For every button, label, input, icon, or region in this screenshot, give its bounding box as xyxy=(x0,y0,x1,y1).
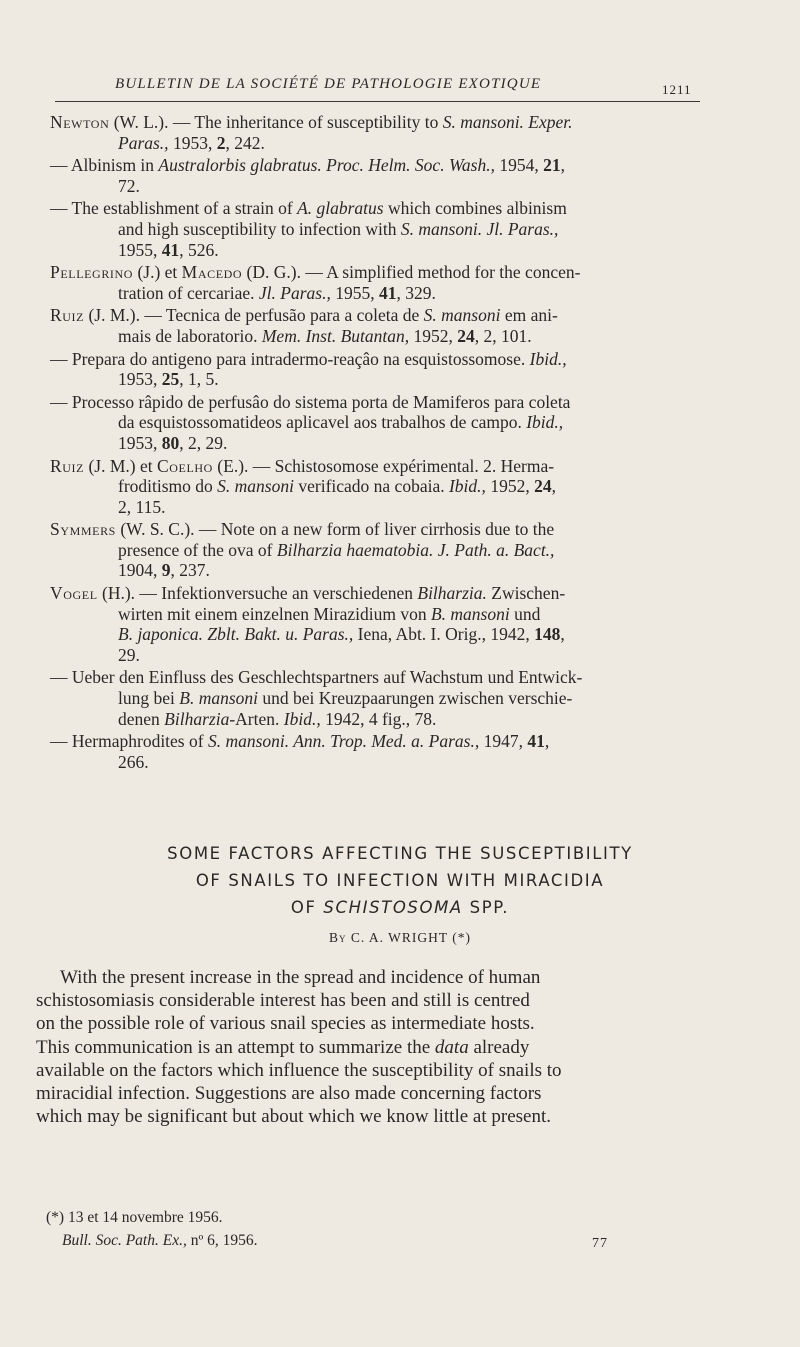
text-run: 1952, xyxy=(409,325,458,346)
reference-line xyxy=(50,176,702,197)
text-run: presence of the ova of xyxy=(118,539,277,560)
text-run: (E.). — Schistosomose expérimental. 2. Herma- xyxy=(212,455,555,476)
reference-line xyxy=(50,731,702,752)
reference-entry xyxy=(50,519,702,581)
text-run: B. mansoni xyxy=(430,603,510,624)
body-line xyxy=(36,1059,704,1082)
reference-line xyxy=(50,583,702,604)
text-run: -Arten. xyxy=(229,708,284,729)
text-run: Bilharzia. xyxy=(417,583,487,604)
text-run: , xyxy=(560,155,565,176)
reference-line xyxy=(50,349,702,370)
reference-entry xyxy=(50,667,702,729)
text-run: , xyxy=(560,624,565,645)
text-run: em ani- xyxy=(500,305,558,326)
reference-line xyxy=(50,240,702,261)
reference-line xyxy=(50,433,702,454)
article-title xyxy=(60,840,740,921)
title-line xyxy=(60,894,740,921)
text-run: da esquistossomatideos aplicavel aos trabalhos de campo. xyxy=(118,412,527,433)
text-run: , 329. xyxy=(396,282,436,303)
text-run: 25 xyxy=(161,369,180,390)
reference-line xyxy=(50,219,702,240)
reference-line xyxy=(50,667,702,688)
reference-entry xyxy=(50,112,702,153)
text-run: Paras., xyxy=(118,132,169,153)
article-byline: By C. A. WRIGHT (*) xyxy=(328,930,471,945)
text-run: Ibid., xyxy=(448,476,486,497)
text-run: data xyxy=(434,1036,469,1058)
text-run: SOME FACTORS AFFECTING THE SUSCEPTIBILITY xyxy=(167,844,633,863)
text-run: Iena, Abt. I. Orig., 1942, xyxy=(353,624,535,645)
reference-line xyxy=(50,476,702,497)
text-run: which combines albinism xyxy=(383,198,567,219)
author-name: Coelho xyxy=(156,455,213,476)
reference-entry xyxy=(50,456,702,518)
text-run: 1953, xyxy=(118,432,162,453)
text-run: , 1, 5. xyxy=(179,369,219,390)
text-run: (H.). — Infektionversuche an verschiedenen xyxy=(97,583,418,604)
text-run: This communication is an attempt to summarize the xyxy=(36,1036,435,1058)
text-run: OF xyxy=(290,898,324,917)
reference-entry xyxy=(50,392,702,454)
text-run: and high susceptibility to infection with xyxy=(118,218,401,239)
text-run: miracidial infection. Suggestions are also made concerning factors xyxy=(36,1083,542,1105)
text-run: S. mansoni xyxy=(423,305,501,326)
author-name: Macedo xyxy=(181,262,243,283)
text-run: Bull. Soc. Path. Ex., xyxy=(62,1232,187,1249)
text-run: 1953, xyxy=(168,132,217,153)
text-run: (D. G.). — A simplified method for the concen- xyxy=(242,262,581,283)
reference-entry xyxy=(50,349,702,390)
text-run: , 2, 101. xyxy=(474,325,532,346)
text-run: OF SNAILS TO INFECTION WITH MIRACIDIA xyxy=(195,871,605,890)
text-run: 29. xyxy=(118,644,140,665)
author-name: Ruiz xyxy=(50,305,85,326)
text-run: 41 xyxy=(161,239,180,260)
article-body xyxy=(36,966,704,1128)
text-run: 148 xyxy=(534,624,561,645)
text-run: (W. L.). — The inheritance of susceptibility to xyxy=(109,112,443,132)
text-run: tration of cercariae. xyxy=(118,282,259,303)
footnote-line xyxy=(46,1229,606,1252)
reference-line xyxy=(50,560,702,581)
text-run: (*) 13 et 14 novembre 1956. xyxy=(46,1209,223,1226)
text-run: S. mansoni. Exper. xyxy=(442,112,573,132)
text-run: S. mansoni. Jl. Paras., xyxy=(400,218,559,239)
reference-entry xyxy=(50,198,702,260)
text-run: 266. xyxy=(118,751,149,772)
text-run: S. mansoni. Ann. Trop. Med. a. Paras., xyxy=(207,731,480,752)
text-run: 1955, xyxy=(330,282,379,303)
text-run: , 237. xyxy=(170,560,210,581)
text-run: 1942, 4 fig., 78. xyxy=(320,708,437,729)
text-run: — Hermaphrodites of xyxy=(50,731,208,752)
text-run: nº 6, 1956. xyxy=(186,1232,258,1249)
text-run: Zwischen- xyxy=(486,583,566,604)
text-run: 24 xyxy=(457,325,475,346)
body-line xyxy=(36,1105,704,1128)
body-line xyxy=(36,1012,704,1035)
page-number: 1211 xyxy=(662,82,692,97)
text-run: 1953, xyxy=(118,369,162,390)
text-run: Jl. Paras., xyxy=(258,282,331,303)
text-run: , 526. xyxy=(179,239,219,260)
reference-line xyxy=(50,456,702,477)
running-head: BULLETIN DE LA SOCIÉTÉ DE PATHOLOGIE EXOTIQUE xyxy=(115,76,542,92)
footnote-line xyxy=(46,1206,606,1229)
text-run: mais de laboratorio. xyxy=(118,325,262,346)
reference-entry xyxy=(50,262,702,303)
reference-line xyxy=(50,709,702,730)
reference-line xyxy=(50,326,702,347)
text-run: 41 xyxy=(378,282,397,303)
footnote-block xyxy=(46,1206,606,1252)
text-run: 21 xyxy=(543,155,561,176)
author-name: Ruiz xyxy=(50,455,85,476)
text-run: und xyxy=(509,603,541,624)
text-run: , 2, 29. xyxy=(179,432,228,453)
text-run: , xyxy=(551,476,556,497)
reference-line xyxy=(50,283,702,304)
author-name: Vogel xyxy=(50,583,98,604)
text-run: verificado na cobaia. xyxy=(293,476,449,497)
reference-entry xyxy=(50,583,702,665)
reference-entry xyxy=(50,731,702,772)
text-run: 72. xyxy=(118,175,140,196)
text-run: 80 xyxy=(161,432,180,453)
reference-line xyxy=(50,305,702,326)
text-run: Bilharzia haematobia. J. Path. a. Bact., xyxy=(276,539,555,560)
text-run: With the present increase in the spread and incidence of human xyxy=(60,967,541,988)
reference-line xyxy=(50,133,702,154)
text-run: on the possible role of various snail species as intermediate hosts. xyxy=(36,1013,535,1035)
text-run: 9 xyxy=(161,560,171,581)
text-run: (W. S. C.). — Note on a new form of liver cirrhosis due to the xyxy=(115,519,555,540)
body-line xyxy=(36,966,704,989)
text-run: 1954, xyxy=(494,155,544,176)
text-run: froditismo do xyxy=(118,476,218,497)
reference-entry xyxy=(50,155,702,196)
text-run: 1947, xyxy=(479,731,528,752)
text-run: B. mansoni xyxy=(179,688,258,709)
reference-line xyxy=(50,645,702,666)
reference-line xyxy=(50,412,702,433)
text-run: 1952, xyxy=(485,476,535,497)
text-run: S. mansoni xyxy=(217,476,294,497)
text-run: (J. M.). — Tecnica de perfusão para a coleta de xyxy=(84,305,424,326)
body-line xyxy=(36,1036,704,1059)
reference-line xyxy=(50,688,702,709)
reference-line xyxy=(50,497,702,518)
text-run: 2, 115. xyxy=(118,496,166,517)
title-line xyxy=(60,867,740,894)
text-run: , xyxy=(544,731,550,752)
text-run: available on the factors which influence the susceptibility of snails to xyxy=(36,1059,562,1081)
text-run: which may be significant but about which we know little at present. xyxy=(36,1106,551,1128)
text-run: schistosomiasis considerable interest has been and still is centred xyxy=(36,990,530,1012)
text-run: Ibid., xyxy=(283,708,321,729)
author-name: Pellegrino xyxy=(50,262,134,283)
author-name: Symmers xyxy=(50,519,116,540)
reference-line xyxy=(50,540,702,561)
text-run: , 242. xyxy=(225,132,265,153)
text-run: Mem. Inst. Butantan, xyxy=(261,325,410,346)
text-run: denen xyxy=(118,708,165,729)
text-run: 24 xyxy=(534,476,552,497)
reference-line xyxy=(50,369,702,390)
text-run: Bilharzia xyxy=(164,708,230,729)
text-run: — Albinism in xyxy=(50,155,159,176)
text-run: 1955, xyxy=(118,239,162,260)
reference-line xyxy=(50,198,702,219)
text-run: already xyxy=(468,1036,530,1058)
header-rule xyxy=(55,101,700,102)
title-line xyxy=(60,840,740,867)
text-run: — Prepara do antigeno para intradermo-reaçâo na esquistossomose. xyxy=(50,348,530,369)
text-run: — Processo râpido de perfusâo do sistema porta de Mamiferos para coleta xyxy=(50,391,571,412)
reference-line xyxy=(50,624,702,645)
text-run: (J.) et xyxy=(133,262,182,283)
reference-line xyxy=(50,262,702,283)
body-line xyxy=(36,1082,704,1105)
reference-entry xyxy=(50,305,702,346)
text-run: Australorbis glabratus. Proc. Helm. Soc. Wash., xyxy=(158,155,495,176)
text-run: — The establishment of a strain of xyxy=(50,198,298,219)
text-run: SCHISTOSOMA xyxy=(323,898,463,917)
reference-line xyxy=(50,155,702,176)
author-name: Newton xyxy=(50,112,110,132)
text-run: (J. M.) et xyxy=(84,455,157,476)
folio-number: 77 xyxy=(592,1236,608,1251)
text-run: — Ueber den Einfluss des Geschlechtspartners auf Wachstum und Entwick- xyxy=(50,667,583,688)
text-run: B. japonica. Zblt. Bakt. u. Paras., xyxy=(118,624,354,645)
reference-line xyxy=(50,392,702,413)
text-run: lung bei xyxy=(118,688,180,709)
reference-line xyxy=(50,604,702,625)
text-run: und bei Kreuzpaarungen zwischen verschie- xyxy=(258,688,573,709)
text-run: 2 xyxy=(216,132,226,153)
text-run: 1904, xyxy=(118,560,162,581)
text-run: SPP. xyxy=(462,898,510,917)
text-run: 41 xyxy=(527,731,545,752)
reference-list xyxy=(50,112,702,774)
reference-line xyxy=(50,752,702,773)
text-run: Ibid., xyxy=(526,412,564,433)
reference-line xyxy=(50,519,702,540)
body-line xyxy=(36,989,704,1012)
text-run: wirten mit einem einzelnen Mirazidium von xyxy=(118,603,431,624)
reference-line xyxy=(50,112,702,133)
text-run: Ibid., xyxy=(529,348,567,369)
text-run: A. glabratus xyxy=(297,198,384,219)
